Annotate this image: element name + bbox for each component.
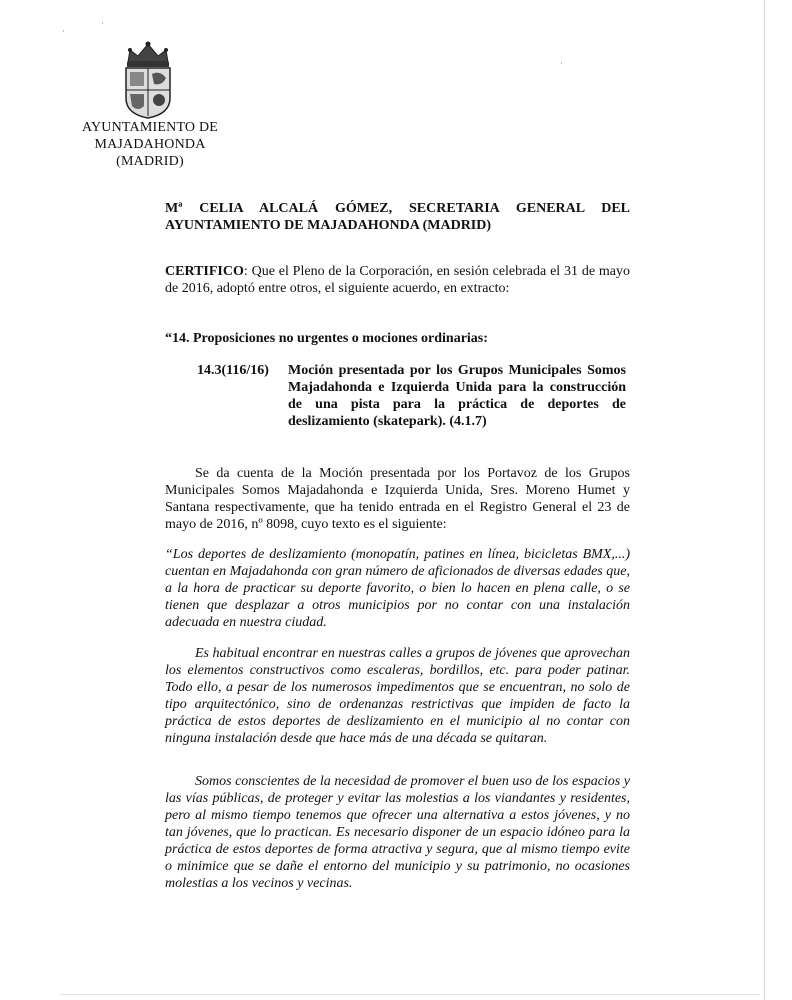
quote-paragraph-1: “Los deportes de deslizamiento (monopatín, patines en línea, bicicletas BMX,...) cuentan en Majadahonda con gran número de aficionados de diversas edades que, a la hora de practicar su deporte favorito, o bien lo hacen en plena calle, o se tienen que desplazar a otros municipios por no contar con una instalación adecuada en nuestra ciudad. [165,547,630,630]
certifico-paragraph [165,263,630,297]
motion-title: Moción presentada por los Grupos Municipales Somos Majadahonda e Izquierda Unida para la construcción de una pista para la práctica de deportes de deslizamiento (skatepark). (4.1.7) [288,363,626,429]
scan-bottom-line [60,994,760,995]
org-line: AYUNTAMIENTO DE [81,120,219,135]
quote-paragraph-2: Es habitual encontrar en nuestras calles a grupos de jóvenes que aprovechan los elementos constructivos como escaleras, bordillos, etc. para poder patinar. Todo ello, a pesar de los numerosos impedimentos que se encuentran, no solo de tipo arquitectónico, sino de ordenanzas restrictivas que impiden de facto la práctica de estos deportes de deslizamiento en el municipio al no contar con ninguna instalación desde que hace más de una década se quitaran. [165,646,630,746]
scan-speck: · [560,58,563,68]
heading-line: AYUNTAMIENTO DE MAJADAHONDA (MADRID) [165,218,492,233]
certifico-label: CERTIFICO [165,264,244,279]
document-heading [165,200,630,234]
scan-speck: · [101,18,104,28]
point-title: “14. Proposiciones no urgentes o mociones ordinarias: [165,331,488,346]
org-line: (MADRID) [116,154,184,169]
coat-of-arms-icon [118,40,178,120]
organization-name [66,119,234,170]
scan-speck: · [62,26,65,36]
scan-edge-line [764,0,765,1000]
quote-paragraph-3: Somos conscientes de la necesidad de promover el buen uso de los espacios y las vías públicas, de proteger y evitar las molestias a los viandantes y residentes, pero al mismo tiempo tenemos que ofrecer una alternativa a estos jóvenes, y no tan jóvenes, que lo practican. Es necesario disponer de un espacio idóneo para la práctica de estos deportes de forma atractiva y segura, que al mismo tiempo evite o minimice que se dañe el entorno del municipio y su patrimonio, no ocasiones molestias a los vecinos y vecinas. [165,774,630,891]
heading-line: Mª CELIA ALCALÁ GÓMEZ, SECRETARIA GENERAL DEL [165,201,630,216]
certifico-text: : Que el Pleno de la Corporación, en sesión celebrada el 31 de mayo de 2016, adoptó entre otros, el siguiente acuerdo, en extracto: [165,264,630,296]
motion-number: 14.3(116/16) [197,363,269,378]
intro-paragraph: Se da cuenta de la Moción presentada por los Portavoz de los Grupos Municipales Somos Majadahonda e Izquierda Unida, Sres. Moreno Humet y Santana respectivamente, que ha tenido entrada en el Registro General el 23 de mayo de 2016, nº 8098, cuyo texto es el siguiente: [165,466,630,532]
org-line: MAJADAHONDA [94,137,206,152]
